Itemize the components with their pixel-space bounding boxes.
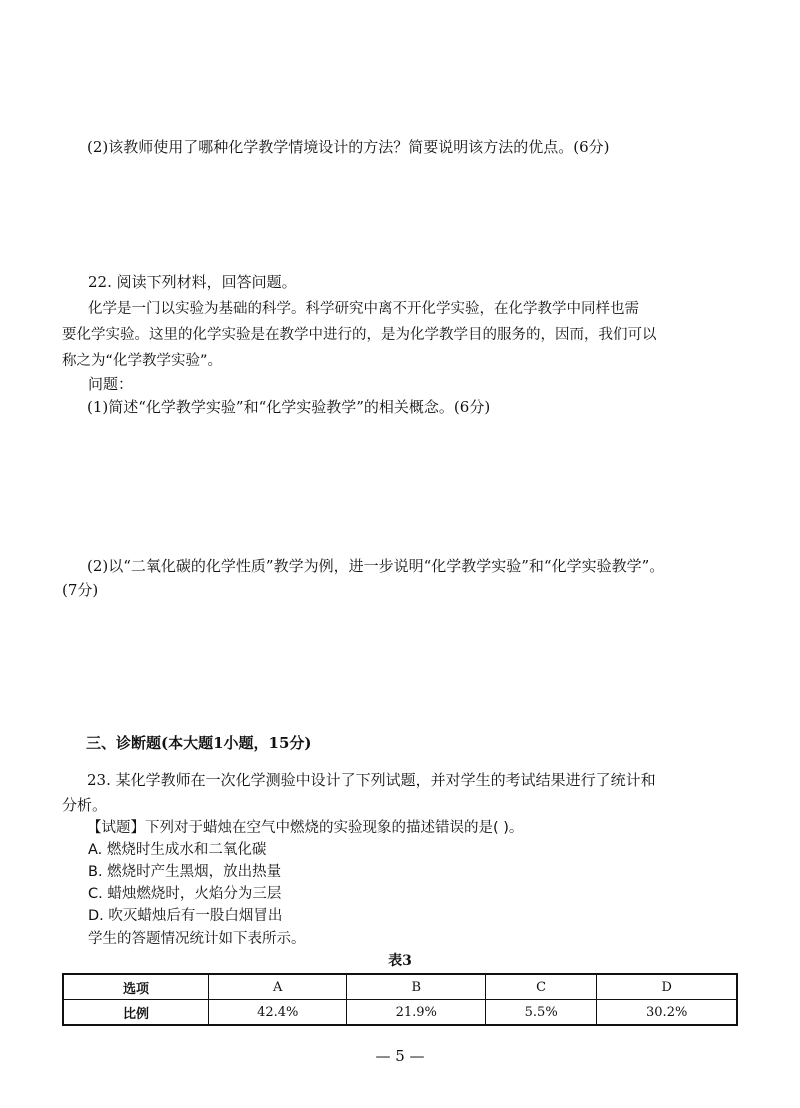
table-cell: 30.2% bbox=[597, 1000, 737, 1026]
table-cell: C bbox=[485, 974, 596, 1000]
section3-heading: 三、诊断题(本大题1小题，15分) bbox=[86, 734, 312, 752]
q22-part1: (1)简述“化学教学实验”和“化学实验教学”的相关概念。(6分) bbox=[87, 398, 491, 416]
q22-intro: 22. 阅读下列材料，回答问题。 bbox=[88, 273, 297, 291]
q22-material-line-3: 称之为“化学教学实验”。 bbox=[62, 353, 223, 369]
table-caption: 表3 bbox=[388, 953, 412, 969]
table-header-label: 比例 bbox=[63, 1000, 209, 1026]
q22-material-line-1: 化学是一门以实验为基础的科学。科学研究中离不开化学实验，在化学教学中同样也需 bbox=[88, 301, 639, 317]
q23-option-a: A. 燃烧时生成水和二氧化碳 bbox=[88, 842, 267, 858]
q23-option-b: B. 燃烧时产生黑烟，放出热量 bbox=[88, 864, 282, 880]
q23-line2: 分析。 bbox=[62, 796, 108, 814]
table-cell: 21.9% bbox=[347, 1000, 485, 1026]
table-cell: A bbox=[209, 974, 347, 1000]
q22-material-line-2: 要化学实验。这里的化学实验是在教学中进行的，是为化学教学目的服务的，因而，我们可以 bbox=[62, 327, 657, 343]
table-cell: 5.5% bbox=[485, 1000, 596, 1026]
table-row bbox=[63, 974, 737, 1000]
table-cell: 42.4% bbox=[209, 1000, 347, 1026]
q22-question-label: 问题： bbox=[88, 375, 134, 393]
page-number: — 5 — bbox=[375, 1047, 425, 1065]
q23-line1: 23. 某化学教师在一次化学测验中设计了下列试题，并对学生的考试结果进行了统计和 bbox=[87, 771, 656, 789]
q23-stats-intro: 学生的答题情况统计如下表所示。 bbox=[88, 931, 306, 947]
table-cell: D bbox=[597, 974, 737, 1000]
q23-question: 【试题】下列对于蜡烛在空气中燃烧的实验现象的描述错误的是( )。 bbox=[87, 820, 524, 836]
table-cell: B bbox=[347, 974, 485, 1000]
q22-part2-line2: (7分) bbox=[62, 581, 99, 599]
table-header-label: 选项 bbox=[63, 974, 209, 1000]
q23-option-c: C. 蜡烛燃烧时，火焰分为三层 bbox=[88, 886, 282, 902]
q23-option-d: D. 吹灭蜡烛后有一股白烟冒出 bbox=[88, 908, 283, 924]
table-row bbox=[63, 1000, 737, 1026]
stats-table bbox=[62, 973, 738, 1026]
q22-part2-line1: (2)以“二氧化碳的化学性质”教学为例，进一步说明“化学教学实验”和“化学实验教学”。 bbox=[87, 557, 665, 575]
q21-part2: (2)该教师使用了哪种化学教学情境设计的方法？简要说明该方法的优点。(6分) bbox=[87, 138, 610, 156]
